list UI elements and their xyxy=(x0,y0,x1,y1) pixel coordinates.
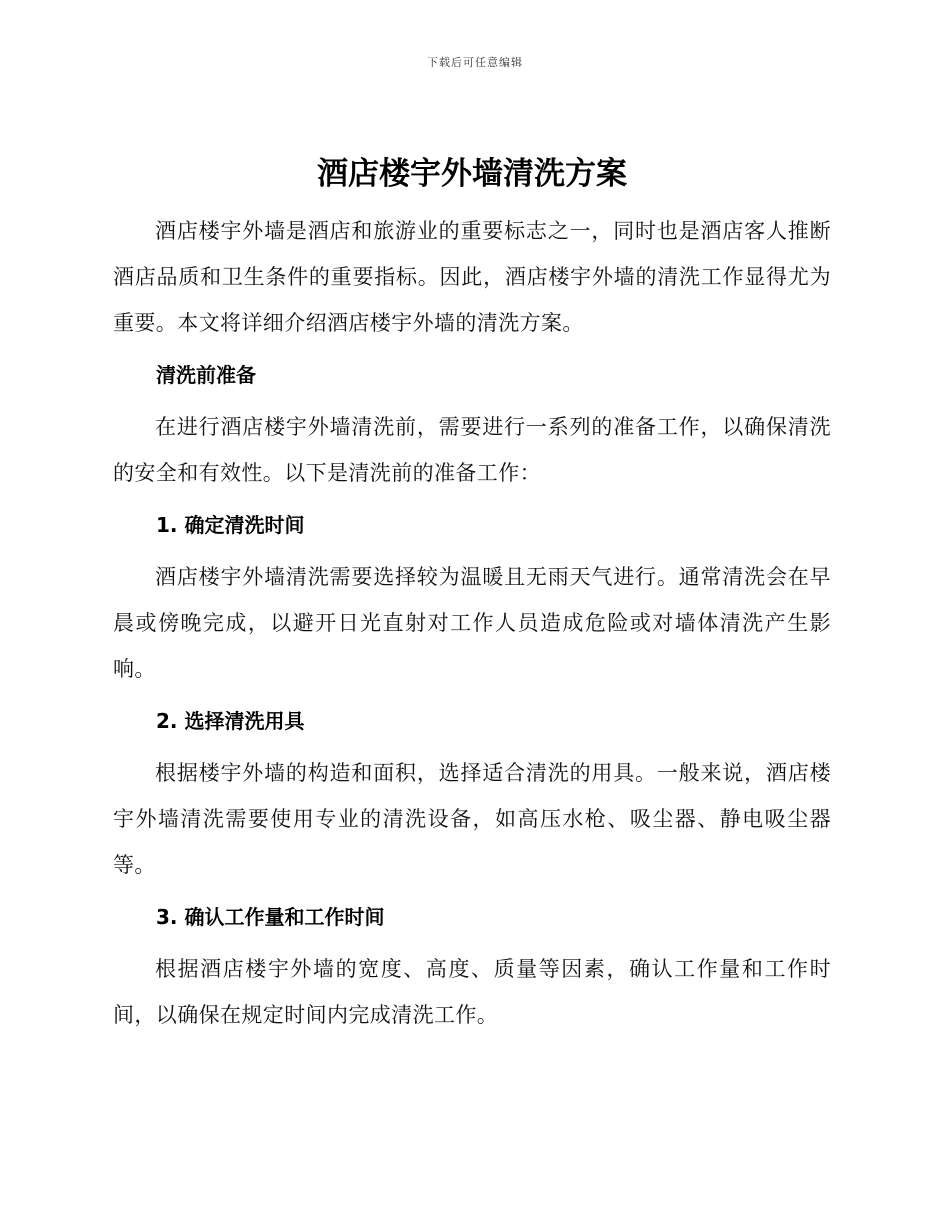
header-note: 下载后可任意编辑 xyxy=(427,56,523,69)
item-paragraph-3: 根据酒店楼宇外墙的宽度、高度、质量等因素，确认工作量和工作时间，以确保在规定时间内完成清洗工作。 xyxy=(113,957,831,1027)
item-heading-1: 1. 确定清洗时间 xyxy=(156,513,305,537)
item-paragraph-1: 酒店楼宇外墙清洗需要选择较为温暖且无雨天气进行。通常清洗会在早晨或傍晚完成，以避开日光直射对工作人员造成危险或对墙体清洗产生影响。 xyxy=(113,565,831,681)
section-paragraph-preparation: 在进行酒店楼宇外墙清洗前，需要进行一系列的准备工作，以确保清洗的安全和有效性。以下是清洗前的准备工作： xyxy=(113,415,831,485)
document-title: 酒店楼宇外墙清洗方案 xyxy=(317,156,627,192)
item-heading-3: 3. 确认工作量和工作时间 xyxy=(156,905,385,929)
section-heading-preparation: 清洗前准备 xyxy=(156,363,256,387)
item-heading-2: 2. 选择清洗用具 xyxy=(156,709,305,733)
document-body xyxy=(113,148,831,1038)
intro-paragraph: 酒店楼宇外墙是酒店和旅游业的重要标志之一，同时也是酒店客人推断酒店品质和卫生条件的重要指标。因此，酒店楼宇外墙的清洗工作显得尤为重要。本文将详细介绍酒店楼宇外墙的清洗方案。 xyxy=(113,219,831,335)
item-paragraph-2: 根据楼宇外墙的构造和面积，选择适合清洗的用具。一般来说，酒店楼宇外墙清洗需要使用专业的清洗设备，如高压水枪、吸尘器、静电吸尘器等。 xyxy=(113,761,831,877)
